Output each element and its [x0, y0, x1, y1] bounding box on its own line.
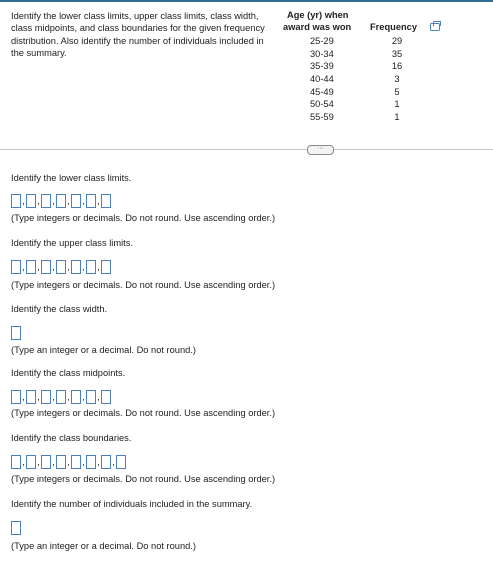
answer-input-box[interactable]: [41, 390, 51, 404]
answer-input-box[interactable]: [26, 455, 36, 469]
separator-comma: ,: [22, 457, 25, 467]
answer-input-box[interactable]: [11, 260, 21, 274]
answer-lower-limits: [11, 194, 111, 208]
answer-input-box[interactable]: [86, 194, 96, 208]
separator-comma: ,: [37, 262, 40, 272]
answer-input-box[interactable]: [11, 194, 21, 208]
separator-comma: ,: [22, 392, 25, 402]
age-range-cell: 30-34: [310, 48, 334, 59]
separator-comma: ,: [52, 262, 55, 272]
answer-upper-limits: [11, 260, 111, 274]
answer-input-box[interactable]: [11, 326, 21, 340]
table-row: [283, 61, 483, 74]
separator-comma: ,: [97, 196, 100, 206]
separator-comma: ,: [82, 457, 85, 467]
age-range-cell: 40-44: [310, 74, 334, 85]
prompt-upper-limits: Identify the upper class limits.: [11, 238, 133, 248]
section-divider: [0, 149, 493, 150]
separator-comma: ,: [82, 196, 85, 206]
table-header-age-line2: award was won: [283, 22, 352, 32]
answer-input-box[interactable]: [116, 455, 126, 469]
table-row: [283, 74, 483, 87]
age-range-cell: 25-29: [310, 36, 334, 46]
prompt-lower-limits: Identify the lower class limits.: [11, 173, 132, 183]
prompt-number-individuals: Identify the number of individuals included in the summary.: [11, 499, 253, 509]
table-header-frequency: Frequency: [370, 22, 418, 32]
answer-input-box[interactable]: [56, 194, 66, 208]
answer-class-boundaries: [11, 455, 126, 469]
separator-comma: ,: [82, 262, 85, 272]
answer-input-box[interactable]: [56, 455, 66, 469]
separator-comma: ,: [22, 262, 25, 272]
table-row: [283, 87, 483, 100]
answer-input-box[interactable]: [41, 194, 51, 208]
hint-number-individuals: (Type an integer or a decimal. Do not round.): [11, 541, 197, 551]
answer-input-box[interactable]: [11, 455, 21, 469]
answer-input-box[interactable]: [86, 260, 96, 274]
answer-input-box[interactable]: [86, 455, 96, 469]
frequency-cell: 29: [391, 36, 403, 46]
hint-class-midpoints: (Type integers or decimals. Do not round. Use ascending order.): [11, 408, 276, 418]
age-range-cell: 50-54: [310, 99, 334, 110]
age-range-cell: 45-49: [310, 86, 334, 97]
age-range-cell: 55-59: [310, 112, 334, 123]
frequency-cell: 3: [394, 74, 400, 85]
answer-input-box[interactable]: [26, 194, 36, 208]
hint-class-boundaries: (Type integers or decimals. Do not round. Use ascending order.): [11, 474, 276, 484]
frequency-cell: 1: [394, 112, 400, 123]
hint-upper-limits: (Type integers or decimals. Do not round. Use ascending order.): [11, 280, 276, 290]
separator-comma: ,: [67, 457, 70, 467]
answer-input-box[interactable]: [11, 390, 21, 404]
separator-comma: ,: [37, 196, 40, 206]
answer-input-box[interactable]: [26, 390, 36, 404]
frequency-cell: 5: [394, 86, 400, 97]
answer-class-width: [11, 326, 21, 340]
separator-comma: ,: [52, 196, 55, 206]
table-row: [283, 112, 483, 125]
table-row: [283, 36, 483, 49]
answer-input-box[interactable]: [71, 390, 81, 404]
problem-statement: Identify the lower class limits, upper class limits, class width, class midpoints, and class boundaries for the given frequency distribution. Also identify the number of individuals included in the summary.: [11, 11, 265, 58]
prompt-class-boundaries: Identify the class boundaries.: [11, 433, 132, 443]
separator-comma: ,: [37, 457, 40, 467]
separator-comma: ,: [97, 457, 100, 467]
separator-comma: ,: [67, 262, 70, 272]
top-border: [0, 0, 493, 2]
answer-input-box[interactable]: [41, 455, 51, 469]
answer-input-box[interactable]: [101, 455, 111, 469]
answer-input-box[interactable]: [56, 260, 66, 274]
separator-comma: ,: [52, 392, 55, 402]
hint-lower-limits: (Type integers or decimals. Do not round. Use ascending order.): [11, 213, 276, 223]
answer-input-box[interactable]: [101, 194, 111, 208]
answer-number-individuals: [11, 521, 21, 535]
separator-comma: ,: [112, 457, 115, 467]
age-range-cell: 35-39: [310, 61, 334, 72]
answer-input-box[interactable]: [26, 260, 36, 274]
answer-input-box[interactable]: [56, 390, 66, 404]
separator-comma: ,: [67, 392, 70, 402]
table-row: [283, 99, 483, 112]
answer-class-midpoints: [11, 390, 111, 404]
answer-input-box[interactable]: [101, 390, 111, 404]
table-row: [283, 49, 483, 62]
frequency-cell: 16: [391, 61, 403, 72]
answer-input-box[interactable]: [11, 521, 21, 535]
table-header-age-line1: Age (yr) when: [287, 10, 349, 20]
frequency-cell: 35: [391, 48, 403, 59]
answer-input-box[interactable]: [86, 390, 96, 404]
separator-comma: ,: [22, 196, 25, 206]
answer-input-box[interactable]: [71, 194, 81, 208]
more-button[interactable]: ···: [307, 145, 334, 155]
answer-input-box[interactable]: [71, 455, 81, 469]
separator-comma: ,: [37, 392, 40, 402]
prompt-class-midpoints: Identify the class midpoints.: [11, 368, 126, 378]
hint-class-width: (Type an integer or a decimal. Do not round.): [11, 345, 197, 355]
answer-input-box[interactable]: [101, 260, 111, 274]
copy-icon[interactable]: [430, 23, 440, 31]
separator-comma: ,: [67, 196, 70, 206]
answer-input-box[interactable]: [71, 260, 81, 274]
separator-comma: ,: [82, 392, 85, 402]
answer-input-box[interactable]: [41, 260, 51, 274]
separator-comma: ,: [97, 262, 100, 272]
separator-comma: ,: [52, 457, 55, 467]
separator-comma: ,: [97, 392, 100, 402]
frequency-cell: 1: [394, 99, 400, 110]
prompt-class-width: Identify the class width.: [11, 304, 108, 314]
